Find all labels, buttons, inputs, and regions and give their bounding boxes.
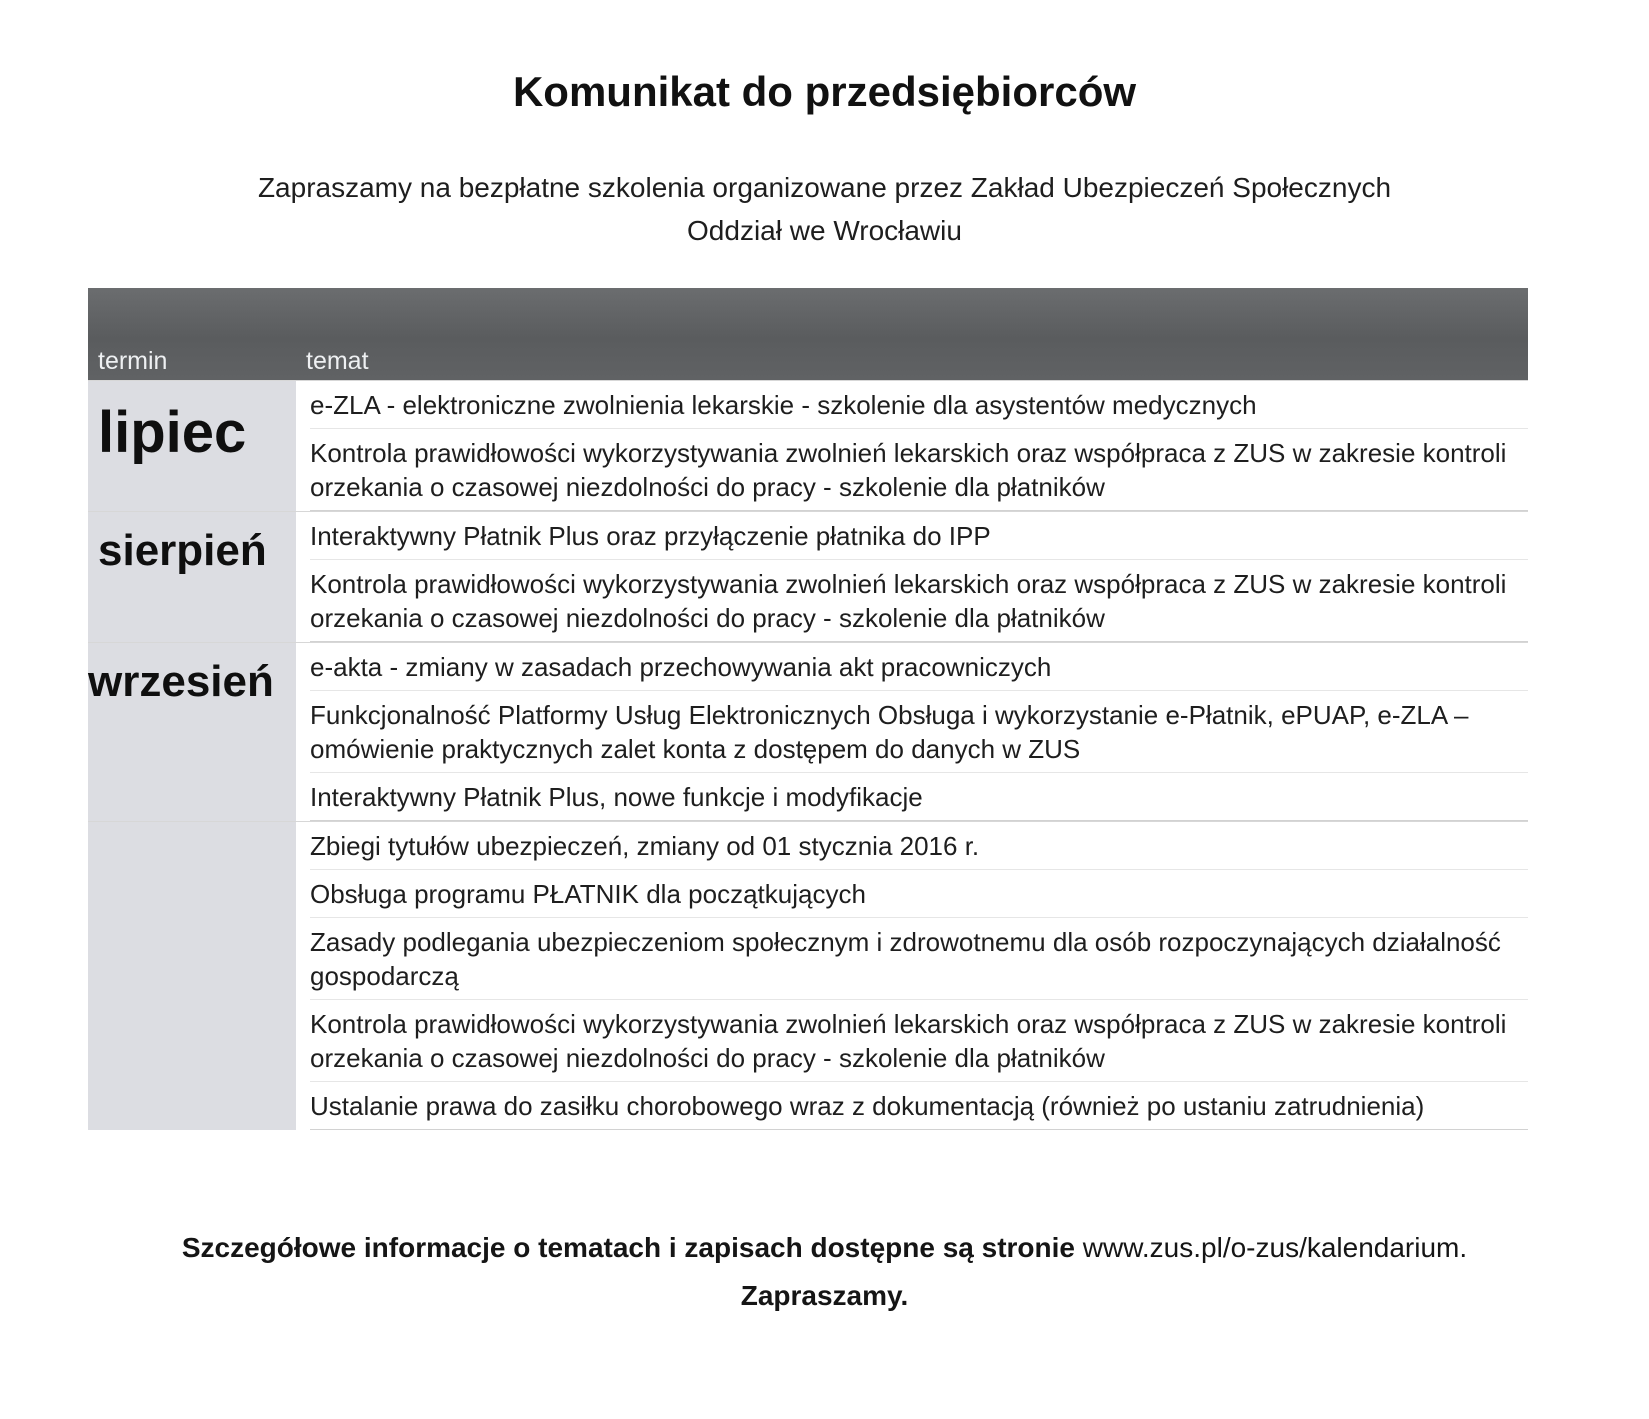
month-group-wrzesien [88,642,1528,821]
month-group-unlabeled [88,821,1528,1130]
topic-item: Interaktywny Płatnik Plus, nowe funkcje i modyfikacje [310,773,1528,821]
footer-info-text: Szczegółowe informacje o tematach i zapisach dostępne są stronie [181,1232,1075,1263]
footer-info [0,1232,1649,1264]
header-termin: termin [98,347,168,375]
topic-item: Interaktywny Płatnik Plus oraz przyłączenie płatnika do IPP [310,512,1528,560]
training-schedule-table [88,288,1528,1130]
topic-item: Obsługa programu PŁATNIK dla początkujących [310,870,1528,918]
topic-item: Kontrola prawidłowości wykorzystywania zwolnień lekarskich oraz współpraca z ZUS w zakresie kontroli orzekania o czasowej niezdolności do pracy - szkolenie dla płatników [310,560,1528,642]
month-label: wrzesień [88,657,274,706]
table-header [88,288,1528,380]
footer-url-link[interactable]: www.zus.pl/o-zus/kalendarium. [1082,1232,1468,1263]
month-label: sierpień [98,526,267,575]
month-cell [88,512,298,642]
topic-item: Kontrola prawidłowości wykorzystywania zwolnień lekarskich oraz współpraca z ZUS w zakresie kontroli orzekania o czasowej niezdolności do pracy - szkolenie dla płatników [310,1000,1528,1082]
month-cell [88,822,298,1130]
month-label: lipiec [98,400,247,465]
topics-list [298,512,1528,642]
month-cell [88,381,298,511]
topic-item: Ustalanie prawa do zasiłku chorobowego wraz z dokumentacją (również po ustaniu zatrudnienia) [310,1082,1528,1130]
topics-list [298,381,1528,511]
subtitle-line-2: Oddział we Wrocławiu [687,215,962,246]
month-cell [88,643,298,821]
footer-closing: Zapraszamy. [740,1280,909,1311]
subtitle-line-1: Zapraszamy na bezpłatne szkolenia organizowane przez Zakład Ubezpieczeń Społecznych [257,172,1392,203]
topics-list [298,643,1528,821]
month-group-lipiec [88,380,1528,511]
topic-item: Zbiegi tytułów ubezpieczeń, zmiany od 01 stycznia 2016 r. [310,822,1528,870]
topic-item: Kontrola prawidłowości wykorzystywania zwolnień lekarskich oraz współpraca z ZUS w zakresie kontroli orzekania o czasowej niezdolności do pracy - szkolenie dla płatników [310,429,1528,511]
month-group-sierpien [88,511,1528,642]
topic-item: Zasady podlegania ubezpieczeniom społecznym i zdrowotnemu dla osób rozpoczynających działalność gospodarczą [310,918,1528,1000]
topic-item: e-ZLA - elektroniczne zwolnienia lekarskie - szkolenie dla asystentów medycznych [310,381,1528,429]
document-title: Komunikat do przedsiębiorców [512,68,1137,115]
topic-item: e-akta - zmiany w zasadach przechowywania akt pracowniczych [310,643,1528,691]
topic-item: Funkcjonalność Platformy Usług Elektronicznych Obsługa i wykorzystanie e-Płatnik, ePUAP, e-ZLA – omówienie praktycznych zalet konta z dostępem do danych w ZUS [310,691,1528,773]
header-temat: temat [306,347,369,375]
document-subtitle [0,166,1649,252]
topics-list [298,822,1528,1130]
